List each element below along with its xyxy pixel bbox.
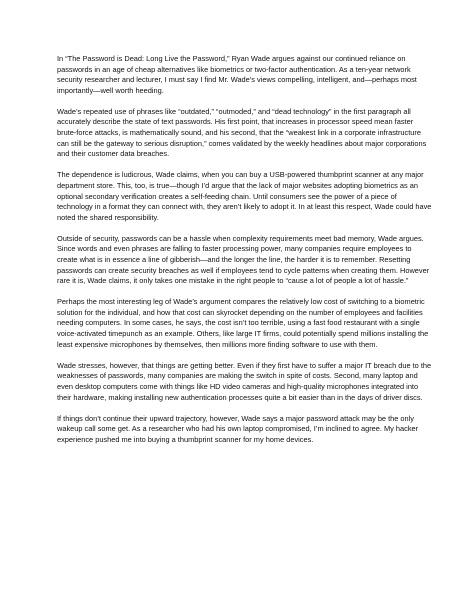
paragraph-4: Outside of security, passwords can be a hassle when complexity requirements meet bad memory, Wade argues. Since words and even phrases are falling to faster processing power, many companies require employees to create what is in essence a line of gibberish—and the longer the line, the harder it is to remember. Resetting passwords can create security breaches as well if employees tend to cycle patterns when creating them. However rare it is, Wade claims, it only takes one mistake in the right people to “cause a lot of people a lot of hassle.” — [57, 233, 430, 286]
paragraph-2: Wade’s repeated use of phrases like “outdated,” “outmoded,” and “dead technology” in the first paragraph all accurately describe the state of text passwords. His first point, that increases in processor speed mean faster brute-force attacks, is mathematically sound, and his second, that the “weakest link in a corporate infrastructure can still be the gateway to serious disruption,” comes validated by the weekly headlines about major corporations and their customer data breaches. — [57, 106, 427, 159]
paragraph-5: Perhaps the most interesting leg of Wade’s argument compares the relatively low cost of switching to a biometric solution for the individual, and how that cost can skyrocket depending on the number of employees and facilities needing computers. In some cases, he says, the cost isn’t too terrible, using a fast food restaurant with a single voice-activated timepunch as an example. Others, like large IT firms, could potentially spend millions installing the least expensive microphones by themselves, then millions more finding software to use with them. — [57, 297, 429, 349]
paragraph-7: If things don’t continue their upward trajectory, however, Wade says a major password attack may be the only wakeup call some get. As a researcher who had his own laptop compromised, I’m inclined to agree. My hacker experience pushed me into buying a thumbprint scanner for my home devices. — [57, 413, 419, 444]
paragraph-3: The dependence is ludicrous, Wade claims, when you can buy a USB-powered thumbprint scanner at any major department store. This, too, is true—though I’d argue that the lack of major websites adopting biometrics as an optional secondary verification creates a self-feeding chain. Until consumers see the power of a piece of technology in a format they can connect with, they aren’t likely to adopt it. In at least this respect, Wade could have noted the shared responsibility. — [57, 170, 432, 222]
document-body — [57, 54, 432, 456]
paragraph-1: In “The Password is Dead: Long Live the Password,” Ryan Wade argues against our continued reliance on passwords in an age of cheap alternatives like biometrics or two-factor authentication. As a ten-year network security researcher and lecturer, I must say I find Mr. Wade’s views compelling, intelligent, and—perhaps most importantly—well worth heeding. — [57, 54, 417, 95]
paragraph-6: Wade stresses, however, that things are getting better. Even if they first have to suffer a major IT breach due to the weaknesses of passwords, many companies are making the switch in spite of costs. Second, many laptop and even desktop computers come with things like HD video cameras and high-quality microphones integrated into their hardware, making installing new authentication processes quite a bit easier than in the days of driver discs. — [57, 360, 432, 402]
